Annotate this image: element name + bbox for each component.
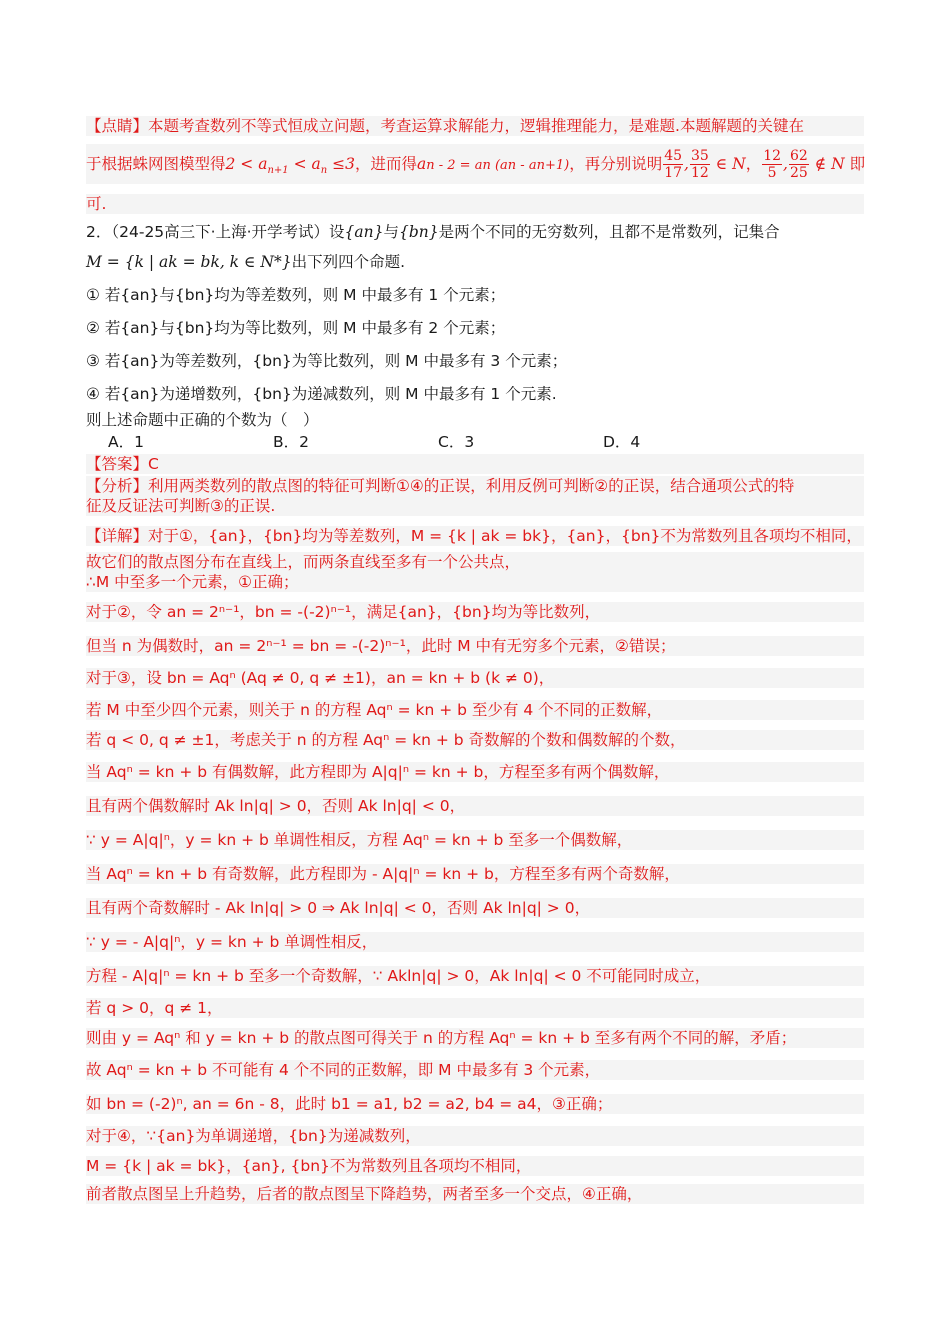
set-m-definition: M = {k | ak = bk, k ∈ N*}: [86, 253, 292, 271]
dianjing-text-2d: 即: [844, 155, 866, 173]
detail-line-20: 对于④，∵{an}为单调递增，{bn}为递减数列，: [86, 1126, 864, 1146]
sequence-b: {bn}: [399, 223, 439, 241]
dianjing-inequality: [225, 155, 355, 177]
frac-den: 5: [767, 165, 777, 181]
fraction-62-25: [789, 148, 809, 181]
detail-line-16: 若 q > 0，q ≠ 1，: [86, 998, 864, 1018]
answer-line: 【答案】C: [86, 454, 864, 474]
question-stem-line-2: [86, 252, 864, 272]
dianjing-expression: [417, 155, 569, 173]
detail-line-11: ∵ y = A|q|ⁿ，y = kn + b 单调性相反，方程 Aqⁿ = kn + b 至多一个偶数解，: [86, 830, 864, 850]
expr-rest: n - 2 = an (an - an+1): [426, 158, 570, 173]
detail-line-19: 如 bn = (-2)ⁿ, an = 6n - 8，此时 b1 = a1, b2 = a2, b4 = a4，③正确；: [86, 1094, 864, 1114]
question-number: 2．: [86, 223, 112, 241]
fraction-45-17: [663, 148, 683, 181]
detail-line-5: 但当 n 为偶数时，an = 2ⁿ⁻¹ = bn = -(-2)ⁿ⁻¹，此时 M 中有无穷多个元素，②错误；: [86, 636, 864, 656]
notin-n-symbol: ∉ N: [809, 155, 845, 173]
fraction-35-12: [690, 148, 710, 181]
detail-line-17: 则由 y = Aqⁿ 和 y = kn + b 的散点图可得关于 n 的方程 Aqⁿ = kn + b 至多有两个不同的解，矛盾；: [86, 1028, 864, 1048]
ineq-part-1: 2 < a: [225, 155, 268, 173]
sequence-a: {an}: [344, 223, 384, 241]
question-stem-line-1: [86, 222, 864, 242]
in-n-symbol: ∈ N: [710, 155, 746, 173]
document-page: [86, 112, 866, 1203]
detail-line-2: 故它们的散点图分布在直线上，而两条直线至多有一个公共点，: [86, 552, 864, 572]
detail-line-6: 对于③，设 bn = Aqⁿ (Aq ≠ 0, q ≠ ±1)，an = kn + b (k ≠ 0)，: [86, 668, 864, 688]
detail-line-3: ∴M 中至多一个元素，①正确；: [86, 572, 864, 592]
comma: ，: [745, 155, 762, 173]
proposition-3: ③ 若{an}为等差数列，{bn}为等比数列，则 M 中最多有 3 个元素；: [86, 352, 568, 370]
dianjing-text-3: 可.: [86, 195, 107, 213]
dianjing-line-3: [86, 194, 864, 214]
ineq-sub-1: n+1: [267, 165, 289, 177]
frac-den: 12: [690, 165, 709, 181]
answer-options: [86, 432, 864, 452]
option-c[interactable]: C．3: [438, 433, 475, 451]
question-stem-tail: 出下列四个命题.: [291, 253, 406, 271]
fraction-12-5: [762, 148, 782, 181]
detail-line-12: 当 Aqⁿ = kn + b 有奇数解，此方程即为 - A|q|ⁿ = kn + b，方程至多有两个奇数解，: [86, 864, 864, 884]
frac-num: 35: [690, 148, 709, 164]
frac-num: 62: [789, 148, 808, 164]
option-d[interactable]: D．4: [603, 433, 641, 451]
dianjing-line-1: [86, 116, 864, 136]
dianjing-text-1: 本题考查数列不等式恒成立问题，考查运算求解能力，逻辑推理能力，是难题.本题解题的关键在: [148, 117, 804, 135]
dianjing-label: 【点睛】: [86, 117, 149, 135]
dianjing-text-2a: 于根据蛛网图模型得: [86, 155, 226, 173]
frac-den: 17: [664, 165, 683, 181]
proposition-1: ① 若{an}与{bn}均为等差数列，则 M 中最多有 1 个元素；: [86, 286, 506, 304]
analysis-line-2: 征及反证法可判断③的正误.: [86, 496, 864, 516]
detail-line-18: 故 Aqⁿ = kn + b 不可能有 4 个不同的正数解，即 M 中最多有 3 个元素，: [86, 1060, 864, 1080]
word-with: 与: [383, 223, 399, 241]
detail-line-15: 方程 - A|q|ⁿ = kn + b 至多一个奇数解，∵ Akln|q| > 0，Ak ln|q| < 0 不可能同时成立，: [86, 966, 864, 986]
frac-num: 45: [664, 148, 683, 164]
detail-line-21: M = {k | ak = bk}，{an}, {bn}不为常数列且各项均不相同，: [86, 1156, 864, 1176]
detail-line-9: 当 Aqⁿ = kn + b 有偶数解，此方程即为 A|q|ⁿ = kn + b，方程至多有两个偶数解，: [86, 762, 864, 782]
ineq-sub-2: n: [320, 165, 328, 177]
ineq-part-3: ≤3: [327, 155, 355, 173]
ineq-part-2: < a: [288, 155, 321, 173]
dianjing-line-2: 于根据蛛网图模型得$2 < a_{n+1} < a_n \le 3$，进而得an - 2 = an (an - an+1)，再分别说明 $\frac{45}{17}$ , $\frac{35}{12}$ ∈ N， $\frac{12}{5}$ , $\frac{62}{25}$ ∉ N 即: [86, 144, 864, 184]
detail-line-10: 且有两个偶数解时 Ak ln|q| > 0，否则 Ak ln|q| < 0，: [86, 796, 864, 816]
analysis-line-1: 【分析】利用两类数列的散点图的特征可判断①④的正误，利用反例可判断②的正误，结合通项公式的特: [86, 476, 864, 496]
option-b[interactable]: B．2: [273, 433, 309, 451]
detail-line-1: 【详解】对于①，{an}，{bn}均为等差数列，M = {k | ak = bk}，{an}，{bn}不为常数列且各项均不相同，: [86, 526, 864, 546]
expr-a: a: [417, 155, 427, 173]
proposition-4: ④ 若{an}为递增数列，{bn}为递减数列，则 M 中最多有 1 个元素.: [86, 385, 557, 403]
question-stem-text: 是两个不同的无穷数列，且都不是常数列，记集合: [438, 223, 780, 241]
dianjing-text-2c: ，再分别说明: [569, 155, 663, 173]
question-ask: 则上述命题中正确的个数为（ ）: [86, 411, 319, 429]
proposition-2: ② 若{an}与{bn}均为等比数列，则 M 中最多有 2 个元素；: [86, 319, 506, 337]
question-source: （24-25高三下·上海·开学考试）设: [111, 223, 345, 241]
detail-line-7: 若 M 中至少四个元素，则关于 n 的方程 Aqⁿ = kn + b 至少有 4 个不同的正数解，: [86, 700, 864, 720]
detail-line-4: 对于②，令 an = 2ⁿ⁻¹，bn = -(-2)ⁿ⁻¹，满足{an}，{bn}均为等比数列，: [86, 602, 864, 622]
detail-line-13: 且有两个奇数解时 - Ak ln|q| > 0 ⇒ Ak ln|q| < 0，否则 Ak ln|q| > 0，: [86, 898, 864, 918]
frac-num: 12: [763, 148, 782, 164]
detail-line-14: ∵ y = - A|q|ⁿ，y = kn + b 单调性相反，: [86, 932, 864, 952]
dianjing-text-2b: ，进而得: [354, 155, 417, 173]
detail-line-8: 若 q < 0, q ≠ ±1，考虑关于 n 的方程 Aqⁿ = kn + b 奇数解的个数和偶数解的个数，: [86, 730, 864, 750]
frac-den: 25: [789, 165, 808, 181]
option-a[interactable]: A．1: [108, 433, 144, 451]
detail-line-22: 前者散点图呈上升趋势，后者的散点图呈下降趋势，两者至多一个交点，④正确，: [86, 1184, 864, 1204]
